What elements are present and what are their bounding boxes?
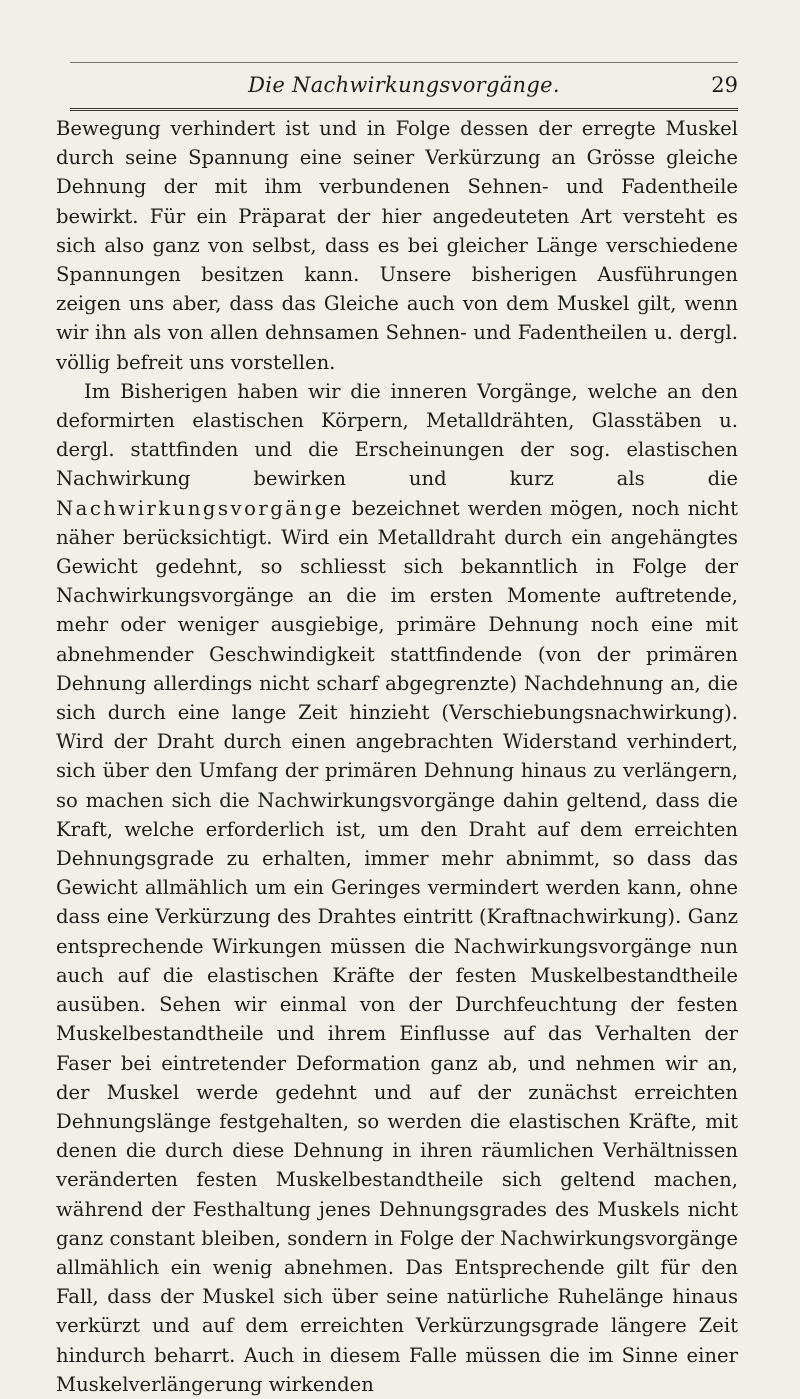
top-rule <box>70 62 738 63</box>
paragraph-2 <box>56 377 738 1399</box>
page-number: 29 <box>711 73 738 97</box>
header-double-rule <box>70 108 738 111</box>
paragraph-2-before: Im Bisherigen haben wir die inneren Vorgänge, welche an den deformirten elastischen Körpern, Metalldrähten, Glasstäben u. dergl. stattfinden und die Erscheinungen der sog. elastischen Nachwirkung bewirken und kurz als die <box>56 379 738 491</box>
running-title: Die Nachwirkungsvorgänge. <box>248 73 560 97</box>
paragraph-1: Bewegung verhindert ist und in Folge dessen der erregte Muskel durch seine Spannung eine seiner Verkürzung an Grösse gleiche Dehnung der mit ihm verbundenen Sehnen- und Fadentheile bewirkt. Für ein Präparat der hier angedeuteten Art versteht es sich also ganz von selbst, dass es bei gleicher Länge verschiedene Spannungen besitzen kann. Unsere bisherigen Ausführungen zeigen uns aber, dass das Gleiche auch von dem Muskel gilt, wenn wir ihn als von allen dehnsamen Sehnen- und Fadentheilen u. dergl. völlig befreit uns vorstellen. <box>56 117 738 374</box>
body-text <box>56 114 738 1399</box>
paragraph-2-after: bezeichnet werden mögen, noch nicht näher berücksichtigt. Wird ein Metalldraht durch ein angehängtes Gewicht gedehnt, so schliesst sich bekanntlich in Folge der Nachwirkungsvorgänge an die im ersten Momente auftretende, mehr oder weniger ausgiebige, primäre Dehnung noch eine mit abnehmender Geschwindigkeit stattfindende (von der primären Dehnung allerdings nicht scharf abgegrenzte) Nachdehnung an, die sich durch eine lange Zeit hinzieht (Verschiebungsnachwirkung). Wird der Draht durch einen angebrachten Widerstand verhindert, sich über den Umfang der primären Dehnung hinaus zu verlängern, so machen sich die Nachwirkungsvorgänge dahin geltend, dass die Kraft, welche erforderlich ist, um den Draht auf dem erreichten Dehnungsgrade zu erhalten, immer mehr abnimmt, so dass das Gewicht allmählich um ein Geringes vermindert werden kann, ohne dass eine Verkürzung des Drahtes eintritt (Kraftnachwirkung). Ganz entsprechende Wirkungen müssen die Nachwirkungsvorgänge nun auch auf die elastischen Kräfte der festen Muskelbestandtheile ausüben. Sehen wir einmal von der Durchfeuchtung der festen Muskelbestandtheile und ihrem Einflusse auf das Verhalten der Faser bei eintretender Deformation ganz ab, und nehmen wir an, der Muskel werde gedehnt und auf der zunächst erreichten Dehnungslänge festgehalten, so werden die elastischen Kräfte, mit denen die durch diese Dehnung in ihren räumlichen Verhältnissen veränderten festen Muskelbestandtheile sich geltend machen, während der Festhaltung jenes Dehnungsgrades des Muskels nicht ganz constant bleiben, sondern in Folge der Nachwirkungsvorgänge allmählich ein wenig abnehmen. Das Entsprechende gilt für den Fall, dass der Muskel sich über seine natürliche Ruhelänge hinaus verkürzt und auf dem erreichten Verkürzungsgrade längere Zeit hindurch beharrt. Auch in diesem Falle müssen die im Sinne einer Muskelverlängerung wirkenden <box>56 496 738 1396</box>
spaced-term: Nachwirkungsvorgänge <box>56 496 344 520</box>
running-head <box>70 70 738 100</box>
